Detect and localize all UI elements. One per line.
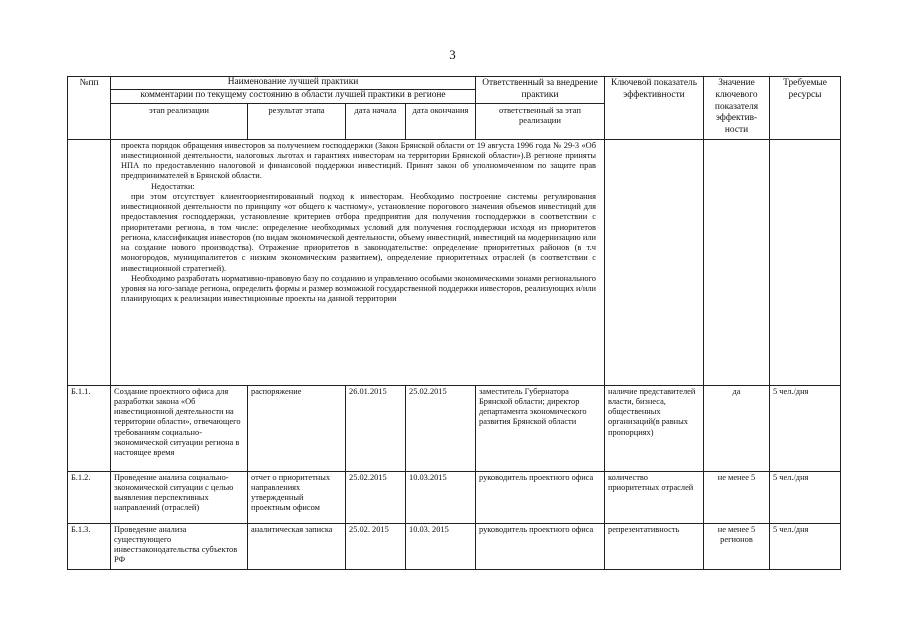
- row-result: аналитическая записка: [248, 523, 346, 569]
- row-resources: 5 чел./дня: [770, 385, 841, 471]
- row-number: Б.1.2.: [68, 471, 111, 523]
- header-kpi-value: Значение ключевого показателя эффектив-ности: [704, 77, 770, 140]
- row-end-date: 25.02.2015: [406, 385, 476, 471]
- header-end: дата окончания: [406, 103, 476, 139]
- narrative-text: [111, 139, 605, 385]
- row-result: распоряжение: [248, 385, 346, 471]
- header-kpi: Ключевой показатель эффективности: [605, 77, 704, 140]
- row-end-date: 10.03. 2015: [406, 523, 476, 569]
- row-kpi-value: да: [704, 385, 770, 471]
- row-responsible: руководитель проектного офиса: [476, 523, 605, 569]
- row-kpi: количество приоритетных отраслей: [605, 471, 704, 523]
- row-responsible: заместитель Губернатора Брянской области; директор департамента экономического развития Брянской области: [476, 385, 605, 471]
- header-responsible: Ответственный за внедрение практики: [476, 77, 605, 104]
- narrative-row: [68, 139, 841, 385]
- header-resources: Требуемые ресурсы: [770, 77, 841, 140]
- row-number: Б.1.3.: [68, 523, 111, 569]
- narrative-heading: Недостатки:: [151, 181, 195, 191]
- header-practice-name: Наименование лучшей практики: [111, 77, 476, 90]
- narrative-paragraph: при этом отсутствует клиентоориентированный подход к инвесторам. Необходимо построение системы регулирования инвестиционной деятельности по принципу «от общего к частному», установление порогового значения объемов инвестиций для предоставления господдержки, установление критериев отбора предприятия для получения господдержки в соответствии с приоритетами региона, в том числе: определение необходимых условий для получения господдержки исходя из приоритетов региона, классификация инвесторов (по видам экономической деятельности, объему инвестиций, инвестиций на модернизацию или на создание нового производства). Отражение приоритетов в законодательстве: определение приоритетных районов (в т.ч моногородов, муниципалитетов с низким экономическим развитием), определение приоритетных отраслей (в соответствии с инвестиционной стратегией).: [121, 191, 596, 273]
- narrative-paragraph: Необходимо разработать нормативно-правовую базу по созданию и управлению особыми экономическими зонами регионального уровня на юго-западе региона, определить формы и размер возможной государственной поддержки инвесторов, реализующих и/или планирующих к реализации инвестиционные проекты на данной территории: [121, 273, 596, 304]
- row-stage: Создание проектного офиса для разработки закона «Об инвестиционной деятельности на территории области», отвечающего требованиям социально-экономической ситуации региона в настоящее время: [111, 385, 248, 471]
- practices-table: [67, 76, 841, 570]
- row-number: Б.1.1.: [68, 385, 111, 471]
- row-resources: 5 чел./дня: [770, 471, 841, 523]
- header-row: [68, 77, 841, 90]
- row-resources: 5 чел./дня: [770, 523, 841, 569]
- narrative-paragraph: проекта порядок обращения инвесторов за получением господдержки (Закон Брянской области от 19 августа 1996 года № 29-3 «Об инвестиционной деятельности, налоговых льготах и гарантиях инвесторам на территории Брянской области»).В регионе приняты НПА по предоставлению налоговой и финансовой поддержки инвестиций. Принят закон об уполномоченном по защите прав предпринимателей в Брянской области.: [121, 140, 596, 181]
- header-comments: комментарии по текущему состоянию в области лучшей практики в регионе: [111, 90, 476, 103]
- header-no: №пп: [68, 77, 111, 140]
- row-result: отчет о приоритетных направлениях утвержденный проектным офисом: [248, 471, 346, 523]
- row-kpi-value: не менее 5 регионов: [704, 523, 770, 569]
- header-stage-responsible: ответственный за этап реализации: [476, 103, 605, 139]
- row-kpi-value: не менее 5: [704, 471, 770, 523]
- page-number: 3: [449, 47, 456, 62]
- row-end-date: 10.03.2015: [406, 471, 476, 523]
- row-start-date: 25.02. 2015: [346, 523, 406, 569]
- row-stage: Проведение анализа существующего инвестзаконодательства субъектов РФ: [111, 523, 248, 569]
- row-start-date: 25.02.2015: [346, 471, 406, 523]
- header-start: дата начала: [346, 103, 406, 139]
- row-stage: Проведение анализа социально-экономической ситуации с целью выявления перспективных направлений (отраслей): [111, 471, 248, 523]
- table-row: [68, 523, 841, 569]
- header-stage: этап реализации: [111, 103, 248, 139]
- table-row: [68, 385, 841, 471]
- table-row: [68, 471, 841, 523]
- row-start-date: 26.01.2015: [346, 385, 406, 471]
- row-kpi: репрезентативность: [605, 523, 704, 569]
- row-kpi: наличие представителей власти, бизнеса, общественных организаций(в равных пропорциях): [605, 385, 704, 471]
- header-result: результат этапа: [248, 103, 346, 139]
- row-responsible: руководитель проектного офиса: [476, 471, 605, 523]
